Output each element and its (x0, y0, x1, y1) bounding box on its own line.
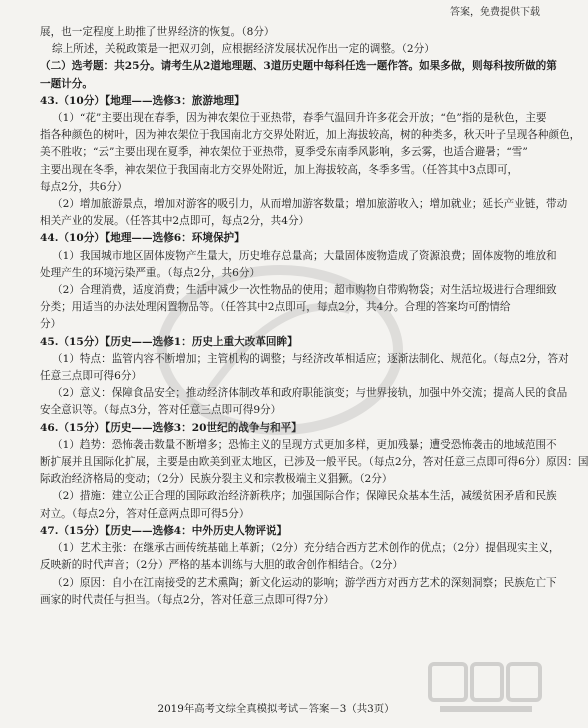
text-line: 分类；用适当的办法处理闲置物品等。（任答其中2点即可，每点2分，共4分。合理的答案均可酌情给 (40, 301, 511, 314)
text-line: （1）艺术主张：在继承古画传统基础上革新；（2分）充分结合西方艺术创作的优点；（2分）提倡现实主义， (52, 542, 560, 555)
question-heading: 44.（10分）【地理——选修6：环境保护】 (40, 232, 245, 245)
page-footer: 2019年高考文综全真模拟考试－答案－3（共3页） (157, 702, 395, 715)
text-line: 断扩展并且国际化扩展，主要是由欧美到亚太地区，已涉及一般平民。（每点2分，答对任意三点即可得6分）原因：国 (40, 456, 588, 469)
text-line: 每点2分，共6分） (40, 180, 128, 193)
text-line: （2）原因：自小在江南接受的艺术熏陶；新文化运动的影响；游学西方对西方艺术的深刻洞察；民族危亡下 (52, 576, 557, 589)
question-heading: 47.（15分）【历史——选修4：中外历史人物评说】 (40, 524, 288, 537)
text-line: 安全意识等。（每点3分，答对任意三点即可得9分） (40, 404, 282, 417)
text-line: （2）合理消费，适度消费；生活中减少一次性物品的使用；超市购物自带购物袋；对生活垃圾进行合理细致 (52, 284, 557, 297)
text-line: 美不胜收；“云”主要出现在夏季，神农架位于亚热带，夏季受东南季风影响，多云雾，也适合避暑；“雪” (40, 146, 528, 159)
text-line: 相关产业的发展。（任答其中2点即可，每点2分，共4分） (40, 215, 310, 228)
text-line: 展，也一定程度上助推了世界经济的恢复。（8分） (40, 26, 275, 38)
text-line: （2）增加旅游景点，增加对游客的吸引力，从而增加游客数量；增加旅游收入；增加就业；延长产业链，带动 (52, 198, 568, 211)
text-line: （1）特点：监管内容不断增加；主管机构的调整；与经济改革相适应；逐渐法制化、规范化。（每点2分，答对 (52, 352, 569, 365)
text-line: （2）意义：保障食品安全；推动经济体制改革和政府职能演变；与世界接轨，加强中外交流；提高人民的食品 (52, 387, 568, 400)
text-line: 指各种颜色的树叶，因为神农架位于我国南北方交界处附近，加上海拔较高，树的种类多，秋天叶子呈现各种颜色， (40, 129, 581, 142)
text-line: 处理产生的环境污染严重。（每点2分，共6分） (40, 266, 261, 279)
question-heading: 45.（15分）【历史——选修1：历史上重大改革回眸】 (40, 335, 298, 348)
text-line: 反映新的时代声音；（2分）严格的基本训练与大胆的敢舍创作相结合。（2分） (40, 559, 404, 572)
text-line: （1）“花”主要出现在春季，因为神农架位于亚热带，春季气温回升许多花会开放；“色”指的是秋色，主要 (52, 112, 547, 125)
question-heading: 43.（10分）【地理——选修3：旅游地理】 (40, 94, 245, 107)
download-tag: 答案，免费提供下载 (450, 7, 540, 18)
text-line: 主要出现在冬季，神农架位于我国南北方交界处附近，加上海拔较高，冬季多雪。（任答其中3点即可， (40, 163, 519, 176)
text-line: 画家的时代责任与担当。（每点2分，答对任意三点即可得7分） (40, 593, 335, 606)
text-line: 任意三点即可得6分） (40, 370, 143, 383)
text-line: （2）措施：建立公正合理的国际政治经济新秩序；加强国际合作；保障民众基本生活，减缓贫困矛盾和民族 (52, 490, 557, 503)
text-line: （1）趋势：恐怖袭击数量不断增多；恐怖主义的呈现方式更加多样，更加残暴；遭受恐怖袭击的地域范围不 (52, 438, 557, 451)
section-heading: 一题计分。 (40, 77, 93, 90)
text-line: 综上所述，关税政策是一把双刃剑，应根据经济发展状况作出一定的调整。（2分） (52, 43, 435, 56)
text-line: 际政治经济格局的变动；（2分）民族分裂主义和宗教极端主义猖獗。（2分） (40, 473, 393, 486)
question-heading: 46.（15分）【历史——选修3：20世纪的战争与和平】 (40, 421, 302, 434)
text-line: 分） (40, 318, 62, 331)
text-line: （1）我国城市地区固体废物产生量大，历史堆存总量高；大量固体废物造成了资源浪费；固体废物的堆放和 (52, 249, 557, 262)
section-heading: （二）选考题：共25分。请考生从2道地理题、3道历史题中每科任选一题作答。如果多做，则每科按所做的第 (40, 60, 557, 73)
answer-content (40, 24, 588, 609)
text-line: 对立。（每点2分，答对任意两点即可得5分） (40, 507, 250, 520)
